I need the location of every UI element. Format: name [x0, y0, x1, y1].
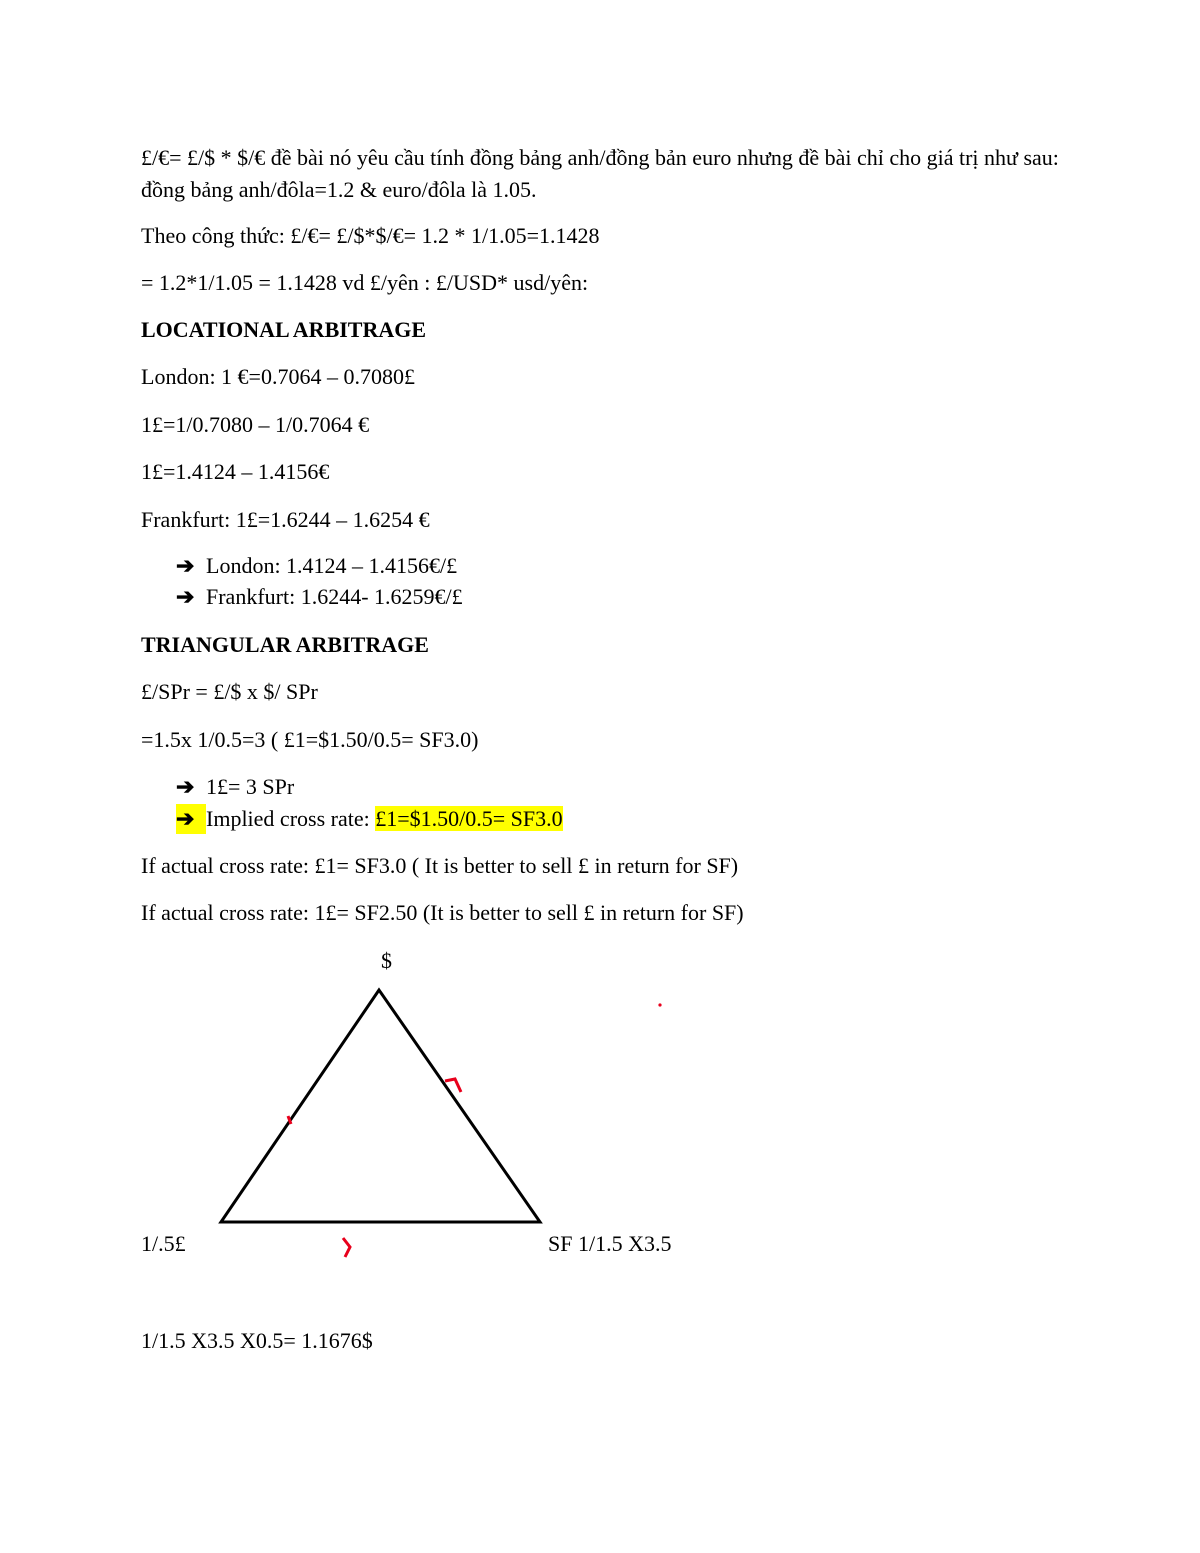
triangle-right-label: SF 1/1.5 X3.5 [548, 1231, 672, 1256]
intro-paragraph: £/€= £/$ * $/€ đề bài nó yêu cầu tính đồng bảng anh/đồng bản euro nhưng đề bài chỉ cho giá trị như sau: đồng bảng anh/đôla=1.2 & euro/đôla là 1.05. [141, 145, 1059, 202]
locational-heading: LOCATIONAL ARBITRAGE [141, 317, 427, 342]
arrow-icon: ➔ [176, 774, 195, 799]
triangle-top-label: $ [381, 948, 392, 973]
london-rate: London: 1 €=0.7064 – 0.7080£ [141, 364, 415, 389]
frankfurt-rate: Frankfurt: 1£=1.6244 – 1.6254 € [141, 507, 430, 532]
arrow-icon: ➔ [176, 553, 195, 578]
bullet-spr-text: 1£= 3 SPr [206, 774, 295, 799]
inverse-rate: 1£=1/0.7080 – 1/0.7064 € [141, 412, 370, 437]
actual-rate-1: If actual cross rate: £1= SF3.0 ( It is better to sell £ in return for SF) [141, 853, 739, 878]
arrow-icon: ➔ [176, 584, 195, 609]
result-rate: 1£=1.4124 – 1.4156€ [141, 459, 330, 484]
final-calc: 1/1.5 X3.5 X0.5= 1.1676$ [141, 1328, 373, 1353]
triangular-heading: TRIANGULAR ARBITRAGE [141, 632, 429, 657]
triangle-shape [221, 990, 540, 1222]
intro-formula: Theo công thức: £/€= £/$*$/€= 1.2 * 1/1.05=1.1428 [141, 223, 600, 248]
bullet-london-text: London: 1.4124 – 1.4156€/£ [206, 553, 458, 578]
triangular-calc: =1.5x 1/0.5=3 ( £1=$1.50/0.5= SF3.0) [141, 727, 479, 752]
triangle-left-label: 1/.5£ [141, 1231, 186, 1256]
bullet-frankfurt-text: Frankfurt: 1.6244- 1.6259€/£ [206, 584, 463, 609]
actual-rate-2: If actual cross rate: 1£= SF2.50 (It is better to sell £ in return for SF) [141, 900, 744, 925]
red-mark-bottom-edge [343, 1238, 350, 1257]
intro-example: = 1.2*1/1.05 = 1.1428 vd £/yên : £/USD* usd/yên: [141, 270, 589, 295]
triangular-formula: £/SPr = £/$ x $/ SPr [141, 679, 318, 704]
arrow-icon: ➔ [176, 804, 206, 834]
bullet-implied-prefix: Implied cross rate: [206, 806, 376, 831]
red-dot [658, 1003, 661, 1006]
implied-rate-highlight: £1=$1.50/0.5= SF3.0 [375, 806, 563, 831]
